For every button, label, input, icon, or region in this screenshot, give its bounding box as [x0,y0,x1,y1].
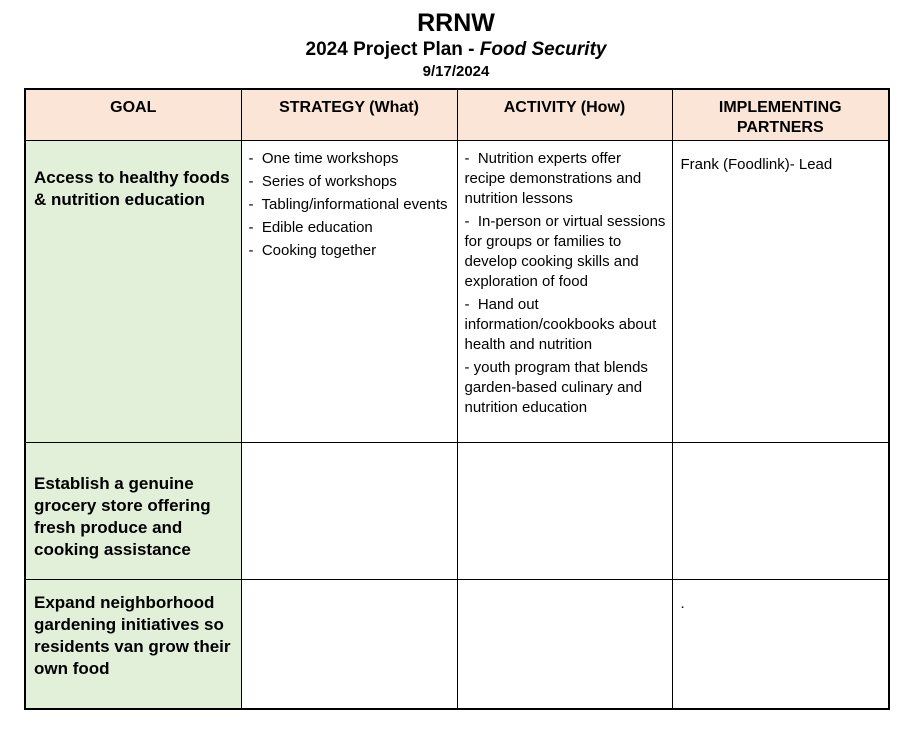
bullet-item: - youth program that blends garden-based culinary and nutrition education [464,359,653,416]
plan-table [24,88,890,710]
goal-cell [25,580,241,709]
table-row [25,580,889,709]
strategy-cell [241,141,457,443]
activity-cell [457,580,672,709]
strategy-cell [241,443,457,580]
bullet-item: - Tabling/informational events [248,196,448,213]
bullet-item: - Series of workshops [248,173,397,190]
bullet-item: - In-person or virtual sessions for groups or families to develop cooking skills and exploration of food [464,213,670,290]
column-header-goal: GOAL [25,89,241,141]
column-header-activity: ACTIVITY (How) [457,89,672,141]
column-header-partners: IMPLEMENTING PARTNERS [672,89,889,141]
activity-cell [457,141,672,443]
table-row [25,443,889,580]
partners-cell [672,580,889,709]
plan-title-emphasis: Food Security [479,39,607,60]
header-row [25,89,889,141]
activity-cell [457,443,672,580]
bullet-item: - Nutrition experts offer recipe demonstrations and nutrition lessons [464,150,646,207]
doc-date: 9/17/2024 [422,63,490,80]
plan-title-prefix: 2024 Project Plan - [305,39,480,60]
bullet-item: - Cooking together [248,242,377,259]
partners-text: Frank (Foodlink)- Lead [680,156,833,173]
partners-cell [672,141,889,443]
column-header-strategy: STRATEGY (What) [241,89,457,141]
goal-text: Access to healthy foods & nutrition education [34,168,230,209]
bullet-item: - One time workshops [248,150,399,167]
strategy-cell [241,580,457,709]
goal-text: Establish a genuine grocery store offering fresh produce and cooking assistance [34,474,211,559]
plan-title [0,38,912,62]
partners-cell [672,443,889,580]
goal-cell [25,443,241,580]
title-block [0,8,912,81]
table-row [25,141,889,443]
goal-cell [25,141,241,443]
org-title: RRNW [417,9,495,37]
bullet-item: - Edible education [248,219,373,236]
partners-text: . [680,595,685,612]
bullet-item: - Hand out information/cookbooks about health and nutrition [464,296,661,353]
goal-text: Expand neighborhood gardening initiatives so residents van grow their own food [34,593,231,678]
